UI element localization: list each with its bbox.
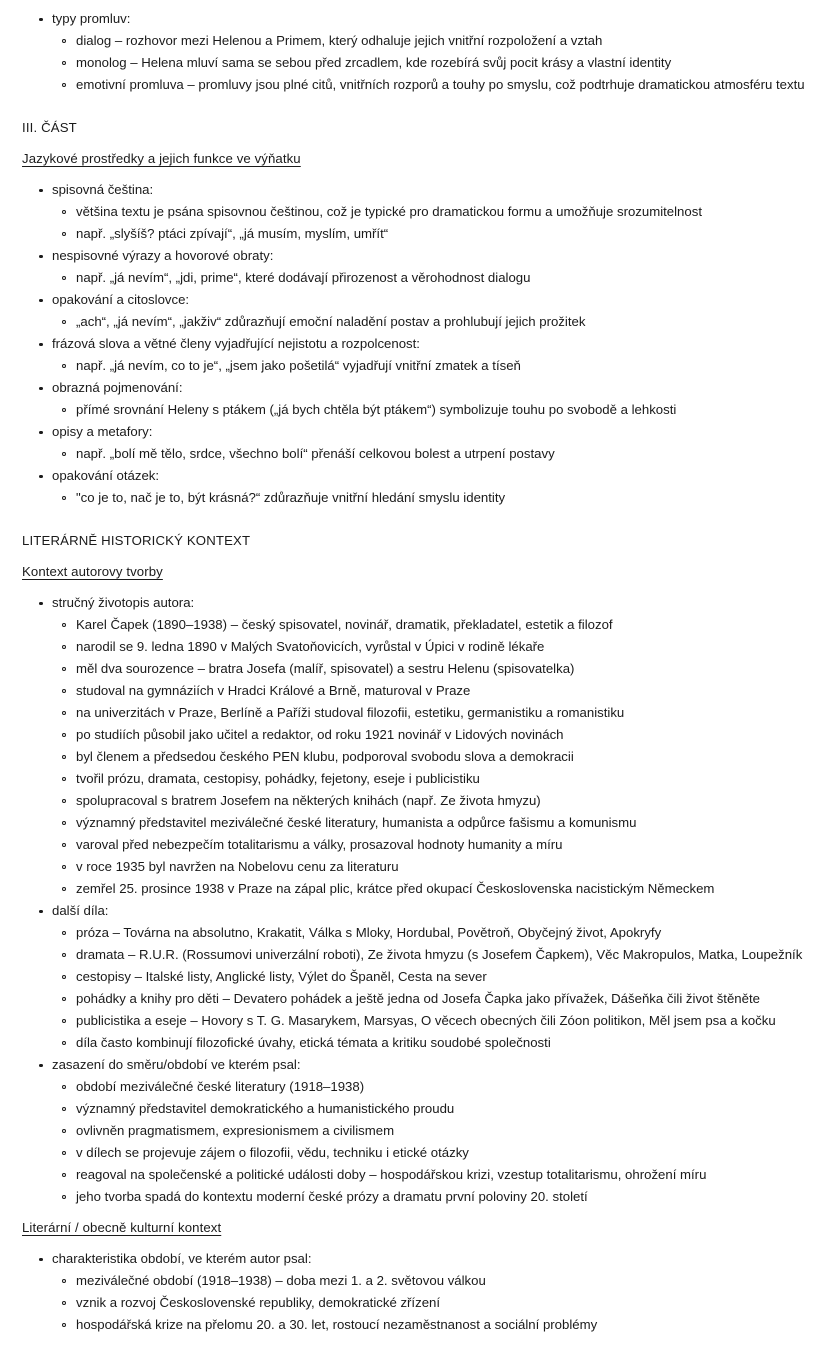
sub-list-item: [52, 878, 806, 900]
sub-list-item-label: přímé srovnání Heleny s ptákem („já bych chtěla být ptákem“) symbolizuje touhu po svobodě a lehkosti: [76, 402, 677, 417]
sub-list-item: [52, 443, 806, 465]
list-item: [22, 245, 806, 289]
sub-list-item-label: období meziválečné české literatury (1918–1938): [76, 1079, 365, 1094]
subsection-heading: [22, 148, 806, 170]
sub-list-item-label: emotivní promluva – promluvy jsou plné citů, vnitřních rozporů a touhy po smyslu, což podtrhuje dramatickou atmosféru textu: [76, 77, 805, 92]
list-item-label: další díla:: [52, 903, 109, 918]
list-item-label: frázová slova a větné členy vyjadřující nejistotu a rozpolcenost:: [52, 336, 420, 351]
sub-list-item-label: "co je to, nač je to, být krásná?“ zdůrazňuje vnitřní hledání smyslu identity: [76, 490, 506, 505]
document-content: [22, 8, 806, 1336]
sub-list-item: [52, 768, 806, 790]
list-item: [22, 333, 806, 377]
sub-list-item: [52, 1270, 806, 1292]
list-item: [22, 465, 806, 509]
sub-list-item-label: měl dva sourozence – bratra Josefa (malíř, spisovatel) a sestru Helenu (spisovatelka): [76, 661, 575, 676]
bullet-list-level-2: [52, 201, 806, 245]
heading-text: LITERÁRNĚ HISTORICKÝ KONTEXT: [22, 533, 251, 548]
sub-list-item: [52, 74, 806, 96]
bullet-list-level-2: [52, 30, 806, 96]
sub-list-item: [52, 311, 806, 333]
section-heading: [22, 117, 806, 139]
list-item: [22, 8, 806, 96]
sub-list-item-label: tvořil prózu, dramata, cestopisy, pohádky, fejetony, eseje i publicistiku: [76, 771, 480, 786]
sub-list-item: [52, 856, 806, 878]
sub-list-item-label: Karel Čapek (1890–1938) – český spisovatel, novinář, dramatik, překladatel, estetik a filozof: [76, 617, 613, 632]
sub-list-item-label: dialog – rozhovor mezi Helenou a Primem, který odhaluje jejich vnitřní rozpoložení a vztah: [76, 33, 603, 48]
sub-list-item: [52, 746, 806, 768]
bullet-list-level-2: [52, 1270, 806, 1336]
list-item: [22, 1248, 806, 1336]
list-item: [22, 421, 806, 465]
sub-list-item: [52, 1292, 806, 1314]
bullet-list-level-1: [22, 1248, 806, 1336]
heading-text: Kontext autorovy tvorby: [22, 564, 163, 579]
list-item: [22, 592, 806, 900]
subsection-heading: [22, 1217, 806, 1239]
vertical-spacer: [22, 583, 806, 592]
sub-list-item: [52, 834, 806, 856]
sub-list-item: [52, 1076, 806, 1098]
vertical-spacer: [22, 170, 806, 179]
sub-list-item: [52, 1010, 806, 1032]
sub-list-item: [52, 1314, 806, 1336]
sub-list-item: [52, 1142, 806, 1164]
sub-list-item: [52, 1120, 806, 1142]
vertical-spacer: [22, 509, 806, 530]
list-item-label: opakování otázek:: [52, 468, 160, 483]
sub-list-item-label: narodil se 9. ledna 1890 v Malých Svatoňovicích, vyrůstal v Úpici v rodině lékaře: [76, 639, 545, 654]
sub-list-item: [52, 658, 806, 680]
sub-list-item-label: byl členem a předsedou českého PEN klubu, podporoval svobodu slova a demokracii: [76, 749, 574, 764]
sub-list-item: [52, 487, 806, 509]
list-item-label: typy promluv:: [52, 11, 131, 26]
sub-list-item: [52, 223, 806, 245]
sub-list-item: [52, 1186, 806, 1208]
bullet-list-level-2: [52, 267, 806, 289]
sub-list-item-label: díla často kombinují filozofické úvahy, etická témata a kritiku soudobé společnosti: [76, 1035, 551, 1050]
list-item: [22, 179, 806, 245]
vertical-spacer: [22, 1239, 806, 1248]
sub-list-item-label: významný představitel demokratického a humanistického proudu: [76, 1101, 455, 1116]
sub-list-item-label: většina textu je psána spisovnou češtinou, což je typické pro dramatickou formu a umožňuje srozumitelnost: [76, 204, 702, 219]
heading-text: Jazykové prostředky a jejich funkce ve výňatku: [22, 151, 301, 166]
vertical-spacer: [22, 1208, 806, 1217]
sub-list-item-label: pohádky a knihy pro děti – Devatero pohádek a ještě jedna od Josefa Čapka jako přívažek, Dášeňka čili život štěněte: [76, 991, 760, 1006]
list-item-label: stručný životopis autora:: [52, 595, 195, 610]
sub-list-item: [52, 1098, 806, 1120]
sub-list-item-label: „ach“, „já nevím“, „jakživ“ zdůrazňují emoční naladění postav a prohlubují jejich prožitek: [76, 314, 586, 329]
list-item-label: opakování a citoslovce:: [52, 292, 190, 307]
sub-list-item-label: spolupracoval s bratrem Josefem na některých knihách (např. Ze života hmyzu): [76, 793, 541, 808]
sub-list-item: [52, 988, 806, 1010]
bullet-list-level-2: [52, 443, 806, 465]
sub-list-item-label: významný představitel meziválečné české literatury, humanista a odpůrce fašismu a komunismu: [76, 815, 637, 830]
bullet-list-level-1: [22, 8, 806, 96]
list-item-label: nespisovné výrazy a hovorové obraty:: [52, 248, 274, 263]
list-item-label: zasazení do směru/období ve kterém psal:: [52, 1057, 301, 1072]
sub-list-item-label: dramata – R.U.R. (Rossumovi univerzální roboti), Ze života hmyzu (s Josefem Čapkem), Věc Makropulos, Matka, Loupežník: [76, 947, 803, 962]
sub-list-item-label: cestopisy – Italské listy, Anglické listy, Výlet do Španěl, Cesta na sever: [76, 969, 487, 984]
sub-list-item-label: např. „já nevím“, „jdi, prime“, které dodávají přirozenost a věrohodnost dialogu: [76, 270, 531, 285]
sub-list-item: [52, 52, 806, 74]
sub-list-item: [52, 790, 806, 812]
sub-list-item: [52, 812, 806, 834]
bullet-list-level-2: [52, 614, 806, 900]
sub-list-item-label: zemřel 25. prosince 1938 v Praze na zápal plic, krátce před okupací Československa nacistickým Německem: [76, 881, 715, 896]
bullet-list-level-1: [22, 179, 806, 509]
list-item-label: obrazná pojmenování:: [52, 380, 183, 395]
sub-list-item-label: reagoval na společenské a politické události doby – hospodářskou krizi, vzestup totalitarismu, ohrožení míru: [76, 1167, 707, 1182]
vertical-spacer: [22, 96, 806, 117]
sub-list-item: [52, 966, 806, 988]
sub-list-item: [52, 399, 806, 421]
sub-list-item-label: např. „bolí mě tělo, srdce, všechno bolí“ přenáší celkovou bolest a utrpení postavy: [76, 446, 555, 461]
sub-list-item: [52, 922, 806, 944]
vertical-spacer: [22, 139, 806, 148]
section-heading: [22, 530, 806, 552]
sub-list-item-label: jeho tvorba spadá do kontextu moderní české prózy a dramatu první poloviny 20. století: [76, 1189, 588, 1204]
sub-list-item: [52, 30, 806, 52]
sub-list-item-label: meziválečné období (1918–1938) – doba mezi 1. a 2. světovou válkou: [76, 1273, 486, 1288]
bullet-list-level-2: [52, 355, 806, 377]
sub-list-item: [52, 201, 806, 223]
sub-list-item: [52, 355, 806, 377]
sub-list-item-label: publicistika a eseje – Hovory s T. G. Masarykem, Marsyas, O věcech obecných čili Zóon politikon, Měl jsem psa a kočku: [76, 1013, 776, 1028]
sub-list-item: [52, 680, 806, 702]
sub-list-item-label: monolog – Helena mluví sama se sebou před zrcadlem, kde rozebírá svůj pocit krásy a vlastní identity: [76, 55, 672, 70]
sub-list-item: [52, 267, 806, 289]
sub-list-item-label: např. „já nevím, co to je“, „jsem jako pošetilá“ vyjadřují vnitřní zmatek a tíseň: [76, 358, 521, 373]
sub-list-item-label: vznik a rozvoj Československé republiky, demokratické zřízení: [76, 1295, 441, 1310]
sub-list-item-label: studoval na gymnáziích v Hradci Králové a Brně, maturoval v Praze: [76, 683, 471, 698]
sub-list-item-label: hospodářská krize na přelomu 20. a 30. let, rostoucí nezaměstnanost a sociální problémy: [76, 1317, 598, 1332]
sub-list-item-label: na univerzitách v Praze, Berlíně a Paříži studoval filozofii, estetiku, germanistiku a romanistiku: [76, 705, 625, 720]
sub-list-item-label: ovlivněn pragmatismem, expresionismem a civilismem: [76, 1123, 395, 1138]
sub-list-item: [52, 1164, 806, 1186]
sub-list-item-label: v roce 1935 byl navržen na Nobelovu cenu za literaturu: [76, 859, 399, 874]
sub-list-item-label: próza – Továrna na absolutno, Krakatit, Válka s Mloky, Hordubal, Povětroň, Obyčejný život, Apokryfy: [76, 925, 662, 940]
sub-list-item: [52, 944, 806, 966]
list-item: [22, 377, 806, 421]
vertical-spacer: [22, 552, 806, 561]
sub-list-item: [52, 702, 806, 724]
sub-list-item: [52, 614, 806, 636]
list-item-label: spisovná čeština:: [52, 182, 154, 197]
sub-list-item-label: po studiích působil jako učitel a redaktor, od roku 1921 novinář v Lidových novinách: [76, 727, 564, 742]
sub-list-item: [52, 636, 806, 658]
bullet-list-level-2: [52, 922, 806, 1054]
heading-text: Literární / obecně kulturní kontext: [22, 1220, 222, 1235]
bullet-list-level-2: [52, 311, 806, 333]
sub-list-item-label: např. „slyšíš? ptáci zpívají“, „já musím, myslím, umřít“: [76, 226, 389, 241]
sub-list-item: [52, 724, 806, 746]
sub-list-item-label: v dílech se projevuje zájem o filozofii, vědu, techniku i etické otázky: [76, 1145, 469, 1160]
list-item-label: charakteristika období, ve kterém autor psal:: [52, 1251, 312, 1266]
bullet-list-level-2: [52, 1076, 806, 1208]
bullet-list-level-1: [22, 592, 806, 1208]
subsection-heading: [22, 561, 806, 583]
list-item-label: opisy a metafory:: [52, 424, 153, 439]
heading-text: III. ČÁST: [22, 120, 77, 135]
bullet-list-level-2: [52, 487, 806, 509]
list-item: [22, 900, 806, 1054]
sub-list-item-label: varoval před nebezpečím totalitarismu a války, prosazoval hodnoty humanity a míru: [76, 837, 563, 852]
sub-list-item: [52, 1032, 806, 1054]
list-item: [22, 289, 806, 333]
list-item: [22, 1054, 806, 1208]
bullet-list-level-2: [52, 399, 806, 421]
